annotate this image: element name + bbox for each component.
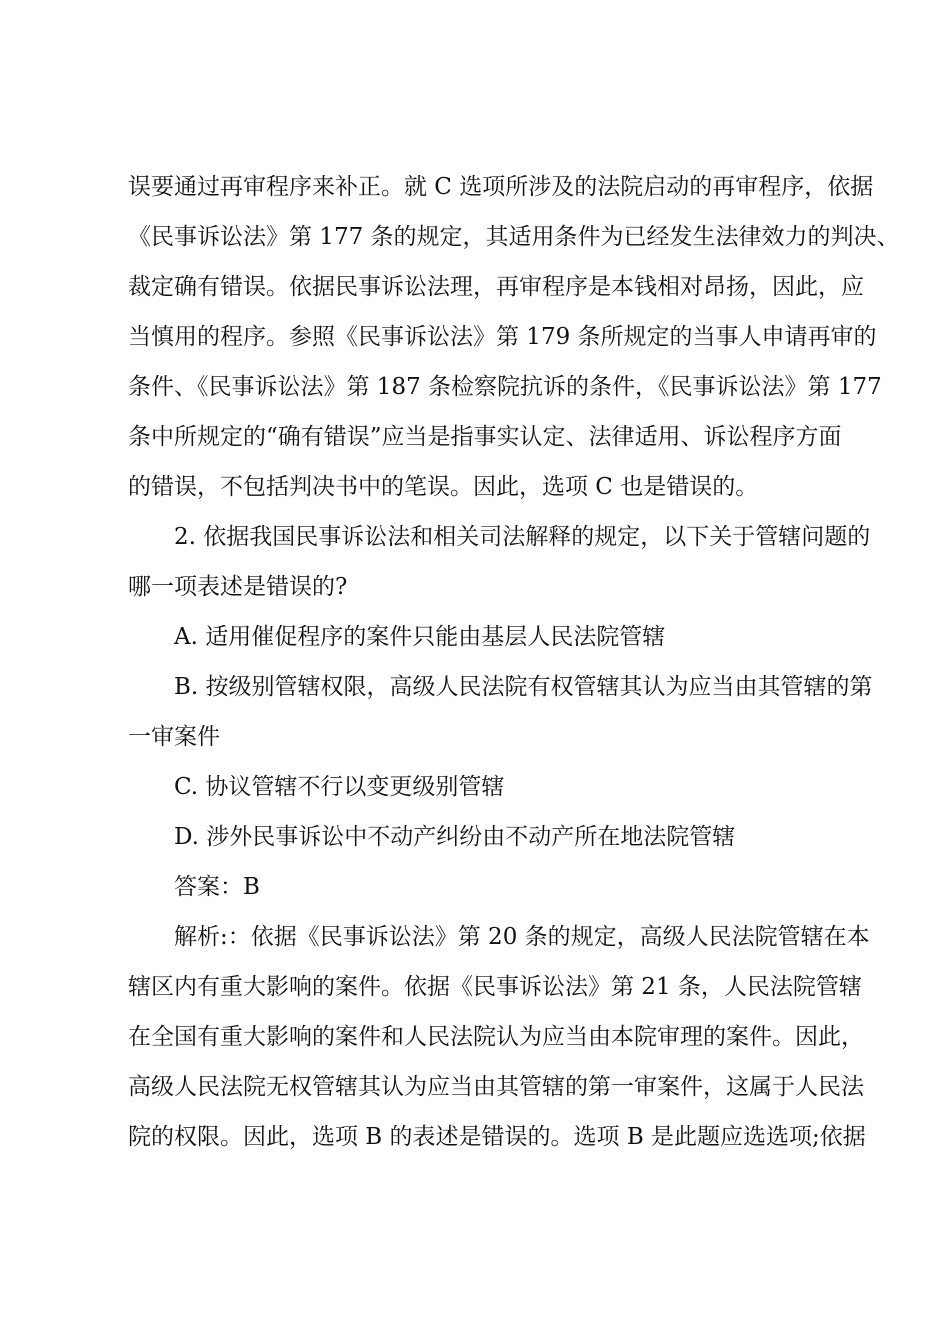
option-a: A. 适用催促程序的案件只能由基层人民法院管辖 [174,624,666,650]
paragraph-line: 当慎用的程序。参照《民事诉讼法》第 179 条所规定的当事人申请再审的 [128,324,877,350]
option-b-continued: 一审案件 [128,724,220,750]
question-line: 哪一项表述是错误的? [128,574,348,600]
analysis-line: 在全国有重大影响的案件和人民法院认为应当由本院审理的案件。因此， [128,1024,864,1050]
option-c: C. 协议管辖不行以变更级别管辖 [174,774,505,800]
paragraph-line: 的错误，不包括判决书中的笔误。因此，选项 C 也是错误的。 [128,474,759,500]
paragraph-line: 条件、《民事诉讼法》第 187 条检察院抗诉的条件，《民事诉讼法》第 177 [128,374,882,400]
analysis-line: 解析:：依据《民事诉讼法》第 20 条的规定，高级人民法院管辖在本 [174,924,870,950]
paragraph-line: 误要通过再审程序来补正。就 C 选项所涉及的法院启动的再审程序，依据 [128,174,874,200]
answer-line: 答案：B [174,874,260,900]
paragraph-line: 裁定确有错误。依据民事诉讼法理，再审程序是本钱相对昂扬，因此，应 [128,274,864,300]
option-d: D. 涉外民事诉讼中不动产纠纷由不动产所在地法院管辖 [174,824,736,850]
paragraph-line: 《民事诉讼法》第 177 条的规定，其适用条件为已经发生法律效力的判决、 [128,224,900,250]
analysis-line: 院的权限。因此，选项 B 的表述是错误的。选项 B 是此题应选选项;依据 [128,1124,866,1150]
analysis-line: 高级人民法院无权管辖其认为应当由其管辖的第一审案件，这属于人民法 [128,1074,864,1100]
question-line: 2. 依据我国民事诉讼法和相关司法解释的规定，以下关于管辖问题的 [174,524,871,550]
paragraph-line: 条中所规定的“确有错误”应当是指事实认定、法律适用、诉讼程序方面 [128,424,842,450]
option-b: B. 按级别管辖权限，高级人民法院有权管辖其认为应当由其管辖的第 [174,674,873,700]
analysis-line: 辖区内有重大影响的案件。依据《民事诉讼法》第 21 条，人民法院管辖 [128,974,862,1000]
